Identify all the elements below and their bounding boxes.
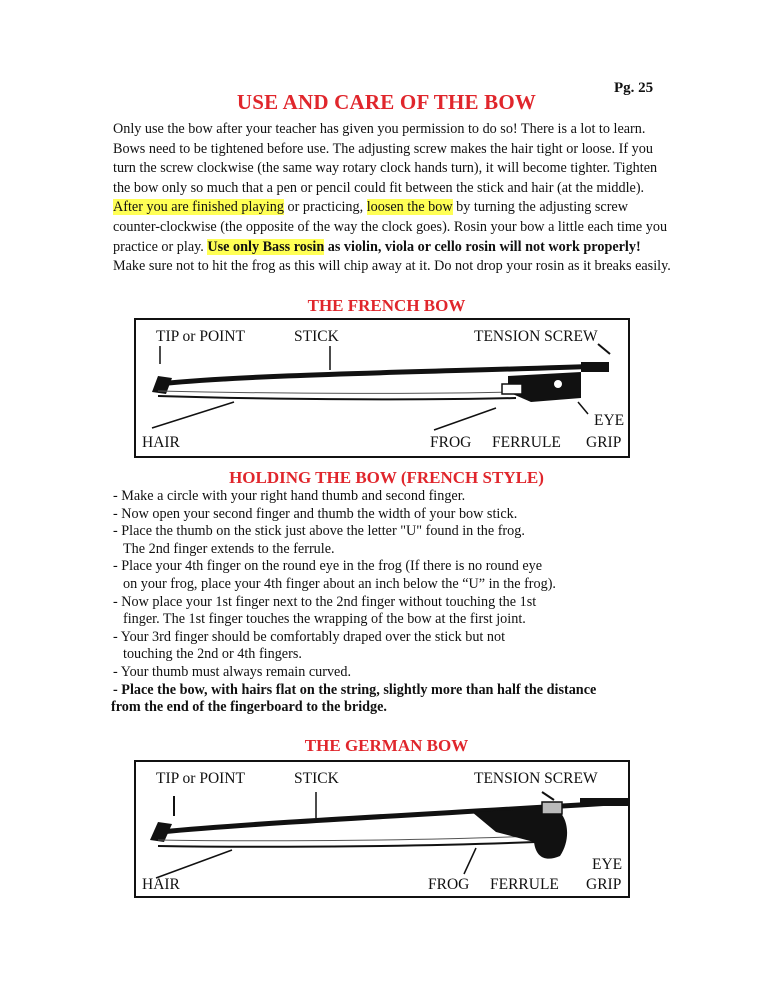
label-stick: STICK xyxy=(294,328,339,345)
list-item: - Your thumb must always remain curved. xyxy=(113,663,351,680)
intro-text-3: by turning the adjusting screw counter-clockwise (the opposite of the way the clock goes). Rosin your bow a little each time you practice or play. xyxy=(113,199,668,255)
french-bow-heading: THE FRENCH BOW xyxy=(307,296,466,315)
label-stick: STICK xyxy=(294,770,339,787)
label-grip: GRIP xyxy=(586,876,622,893)
label-hair: HAIR xyxy=(142,876,180,893)
list-item: - Place the thumb on the stick just above the letter "U" found in the frog. xyxy=(113,523,525,540)
label-frog: FROG xyxy=(428,876,470,893)
list-item: - Place the bow, with hairs flat on the string, slightly more than half the distance xyxy=(113,681,597,698)
list-item: - Now place your 1st finger next to the 2nd finger without touching the 1st xyxy=(113,593,537,610)
highlight-bass-rosin: Use only Bass rosin xyxy=(207,238,325,255)
french-bow-diagram xyxy=(134,318,630,458)
label-tip-or-point: TIP or POINT xyxy=(156,770,245,787)
label-grip: GRIP xyxy=(586,434,622,451)
label-ferrule: FERRULE xyxy=(492,434,561,451)
intro-text-1: Only use the bow after your teacher has given you permission to do so! There is a lot to learn. Bows need to be tightened before use. The adjusting screw makes the hair tight or loose. If you turn the screw clockwise (the same way rotary clock hands turn), it will become tighter. Tighten the bow only so much that a pen or pencil could fit between the stick and hair (at the middle). xyxy=(113,121,658,196)
label-hair: HAIR xyxy=(142,434,180,451)
holding-heading: HOLDING THE BOW (FRENCH STYLE) xyxy=(229,468,544,487)
page-title: USE AND CARE OF THE BOW xyxy=(236,90,537,114)
list-item: finger. The 1st finger touches the wrapping of the bow at the first joint. xyxy=(123,611,526,628)
list-item: - Place your 4th finger on the round eye in the frog (If there is no round eye xyxy=(113,558,543,575)
label-tension-screw: TENSION SCREW xyxy=(474,328,598,345)
list-item: from the end of the fingerboard to the bridge. xyxy=(111,699,387,716)
label-tension-screw: TENSION SCREW xyxy=(474,770,598,787)
label-tip-or-point: TIP or POINT xyxy=(156,328,245,345)
highlight-finished-playing: After you are finished playing xyxy=(113,199,284,216)
intro-text-2: or practicing, xyxy=(283,199,367,216)
intro-paragraph xyxy=(113,120,673,277)
list-item: The 2nd finger extends to the ferrule. xyxy=(123,540,335,557)
intro-text-4: Make sure not to hit the frog as this will chip away at it. Do not drop your rosin as it breaks easily. xyxy=(113,258,671,275)
label-frog: FROG xyxy=(430,434,472,451)
label-eye: EYE xyxy=(594,412,625,429)
rosin-warning: as violin, viola or cello rosin will not work properly! xyxy=(324,238,641,255)
label-eye: EYE xyxy=(592,856,623,873)
holding-instructions xyxy=(113,488,713,717)
german-bow-heading: THE GERMAN BOW xyxy=(304,736,469,755)
page-number: Pg. 25 xyxy=(614,80,654,96)
list-item: - Now open your second finger and thumb the width of your bow stick. xyxy=(113,505,518,522)
highlight-loosen-bow: loosen the bow xyxy=(366,199,453,216)
list-item: touching the 2nd or 4th fingers. xyxy=(123,646,302,663)
label-ferrule: FERRULE xyxy=(490,876,559,893)
list-item: on your frog, place your 4th finger about an inch below the “U” in the frog). xyxy=(123,575,556,592)
list-item: - Make a circle with your right hand thumb and second finger. xyxy=(113,488,466,504)
list-item: - Your 3rd finger should be comfortably draped over the stick but not xyxy=(113,628,506,645)
german-bow-diagram xyxy=(134,760,630,898)
